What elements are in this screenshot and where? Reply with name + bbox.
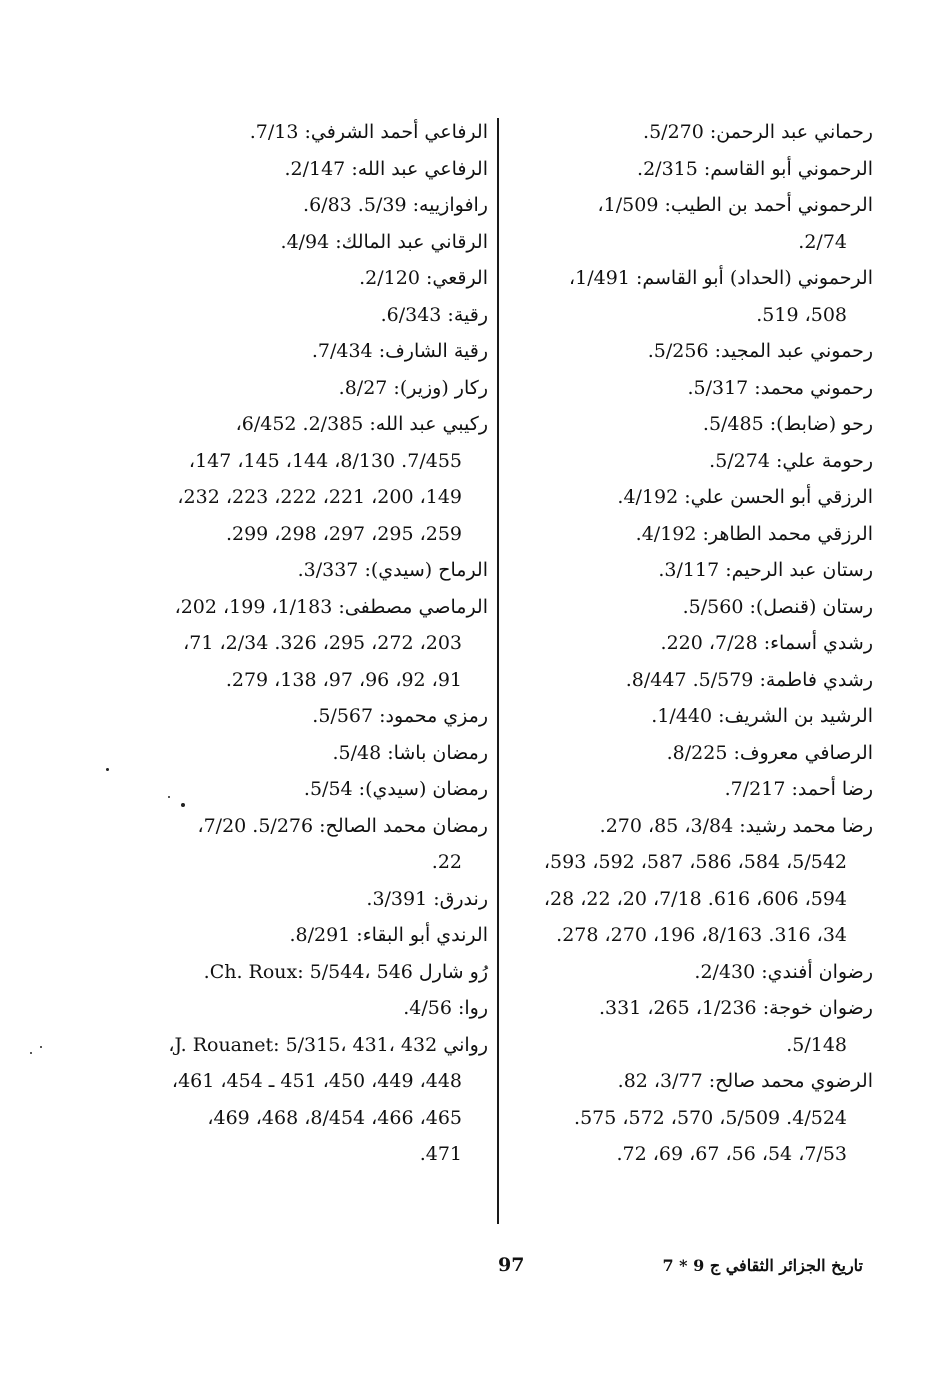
index-entry — [463, 151, 873, 188]
index-entry — [128, 917, 488, 954]
index-entry-line: الرقعي: 2/120. — [359, 267, 488, 289]
index-entry-continuation: 2/74. — [798, 230, 847, 253]
index-entry — [128, 1027, 488, 1173]
index-entry — [463, 114, 873, 151]
index-entry-line: الرزقي محمد الطاهر: 4/192. — [635, 522, 873, 545]
page-footer — [0, 1254, 943, 1284]
index-entry — [128, 370, 488, 407]
index-entry — [128, 589, 488, 699]
index-entry-continuation: 34، 316. 8/163، 196، 270، 278. — [556, 924, 847, 946]
scan-speck — [30, 1052, 32, 1054]
index-entry — [128, 297, 488, 334]
index-entry-continuation: 5/148. — [786, 1033, 847, 1056]
index-entry-line: رضا محمد رشيد: 3/84، 85، 270. — [599, 814, 873, 837]
index-entry — [463, 479, 873, 516]
index-entry-line: رواني J. Rouanet: 5/315، 431، 432، — [168, 1033, 488, 1056]
index-entry-line: الرماصي مصطفى: 1/183، 199، 202، — [174, 595, 488, 618]
index-entry-line: رضوان أفندي: 2/430. — [694, 960, 873, 983]
index-entry — [128, 698, 488, 735]
index-entry — [128, 808, 488, 881]
index-entry-line: الرحموني أبو القاسم: 2/315. — [637, 157, 873, 180]
scan-speck — [106, 768, 109, 771]
index-entry-continuation: 259، 295، 297، 298، 299. — [225, 522, 462, 545]
index-entry-line: الرحموني (الحداد) أبو القاسم: 1/491، — [569, 267, 873, 289]
index-entry — [128, 333, 488, 370]
index-entry — [463, 990, 873, 1063]
index-column-right — [463, 114, 873, 1173]
index-entry-continuation: 7/53، 54، 56، 67، 69، 72. — [616, 1143, 847, 1165]
index-entry-line: رحومة علي: 5/274. — [709, 449, 873, 472]
index-entry-line: الرحموني أحمد بن الطيب: 1/509، — [597, 194, 873, 216]
index-entry — [463, 625, 873, 662]
index-entry-continuation: 7/455. 8/130، 144، 145، 147، — [188, 449, 462, 472]
index-entry — [128, 260, 488, 297]
index-entry-line: رُو شارل Ch. Roux: 5/544، 546. — [203, 960, 488, 983]
index-entry-line: رشدي فاطمة: 5/579. 8/447. — [625, 668, 873, 691]
index-entry-line: رستان (قنصل): 5/560. — [682, 595, 873, 618]
index-entry-line: الرضوي محمد صالح: 3/77، 82. — [617, 1070, 873, 1092]
index-entry — [128, 151, 488, 188]
index-entry — [463, 662, 873, 699]
column-divider — [497, 118, 499, 1224]
index-entry-continuation: 5/542، 584، 586، 587، 592، 593، — [543, 851, 847, 873]
index-entry-line: الرقاني عبد المالك: 4/94. — [280, 230, 488, 253]
page-number: 97 — [498, 1254, 525, 1276]
index-entry-continuation: 4/524. 5/509، 570، 572، 575. — [574, 1106, 847, 1129]
index-entry-line: ركار (وزير): 8/27. — [338, 376, 488, 399]
index-entry — [128, 187, 488, 224]
index-entry-line: رحماني عبد الرحمن: 5/270. — [643, 121, 873, 143]
index-entry — [463, 698, 873, 735]
index-entry — [128, 552, 488, 589]
index-entry — [128, 114, 488, 151]
scan-speck — [40, 1046, 42, 1048]
index-entry-line: رضا أحمد: 7/217. — [724, 778, 873, 800]
index-entry-line: الرشيد بن الشريف: 1/440. — [651, 705, 873, 727]
index-entry — [463, 406, 873, 443]
index-entry — [463, 808, 873, 954]
index-entry — [463, 333, 873, 370]
index-entry-line: روا: 4/56. — [403, 997, 488, 1019]
index-entry-line: رمضان باشا: 5/48. — [332, 741, 488, 764]
index-entry-line: رشدي أسماء: 7/28، 220. — [660, 632, 873, 654]
index-entry-line: رضوان خوجة: 1/236، 265، 331. — [598, 997, 873, 1019]
index-entry — [463, 443, 873, 480]
scan-speck — [181, 803, 185, 807]
index-entry-line: الرفاعي عبد الله: 2/147. — [284, 157, 488, 180]
index-entry-line: الرزقي أبو الحسن علي: 4/192. — [617, 486, 873, 508]
index-entry — [463, 1063, 873, 1173]
index-entry-continuation: 594، 606، 616. 7/18، 20، 22، 28، — [543, 887, 847, 910]
index-entry — [463, 954, 873, 991]
index-entry-line: رندرق: 3/391. — [366, 887, 488, 910]
index-entry-line: رمضان محمد الصالح: 5/276. 7/20، — [197, 814, 488, 837]
index-entry-line: الرفاعي أحمد الشرفي: 7/13. — [249, 121, 488, 143]
index-entry-line: رحموني محمد: 5/317. — [687, 376, 873, 399]
index-entry-line: رمزي محمود: 5/567. — [312, 705, 488, 727]
index-entry-line: الرندي أبو البقاء: 8/291. — [289, 924, 488, 946]
index-entry-continuation: 149، 200، 221، 222، 223، 232، — [177, 486, 462, 508]
index-entry-continuation: 22. — [431, 851, 462, 873]
index-entry — [128, 224, 488, 261]
index-entry-line: ركيبي عبد الله: 2/385. 6/452، — [235, 413, 488, 435]
index-entry — [463, 260, 873, 333]
index-entry — [463, 735, 873, 772]
index-entry-continuation: 203، 272، 295، 326. 2/34، 71، — [183, 632, 462, 654]
index-entry-line: رافوازييه: 5/39. 6/83. — [303, 194, 488, 216]
index-column-left — [128, 114, 488, 1173]
index-entry — [463, 589, 873, 626]
index-entry — [128, 954, 488, 991]
running-title: تاريخ الجزائر الثقافي ج 9 * 7 — [662, 1256, 863, 1275]
index-entry-line: رقية الشارف: 7/434. — [311, 340, 488, 362]
index-entry — [463, 771, 873, 808]
index-entry — [463, 516, 873, 553]
index-entry-continuation: 471. — [419, 1143, 462, 1165]
index-entry-line: رحو (ضابط): 5/485. — [702, 413, 873, 435]
index-entry-continuation: 91، 92، 96، 97، 138، 279. — [225, 668, 462, 691]
index-entry-line: الرصافي معروف: 8/225. — [666, 741, 873, 764]
index-entry — [128, 735, 488, 772]
index-entry — [128, 990, 488, 1027]
index-entry — [463, 370, 873, 407]
scan-speck — [168, 796, 170, 798]
index-entry-line: رقية: 6/343. — [380, 303, 488, 326]
index-entry — [463, 187, 873, 260]
index-entry-line: الرماح (سيدي): 3/337. — [297, 559, 488, 581]
index-entry-line: رمضان (سيدي): 5/54. — [303, 778, 488, 800]
index-entry-line: رحموني عبد المجيد: 5/256. — [647, 340, 873, 362]
index-entry — [463, 552, 873, 589]
index-entry-continuation: 465، 466، 8/454، 468، 469، — [207, 1106, 462, 1129]
index-entry-continuation: 508، 519. — [756, 303, 847, 326]
index-entry — [128, 406, 488, 552]
index-entry-line: رستان عبد الرحيم: 3/117. — [658, 559, 873, 581]
index-entry-continuation: 448، 449، 450، 451 ـ 454، 461، — [171, 1070, 462, 1092]
index-entry — [128, 881, 488, 918]
